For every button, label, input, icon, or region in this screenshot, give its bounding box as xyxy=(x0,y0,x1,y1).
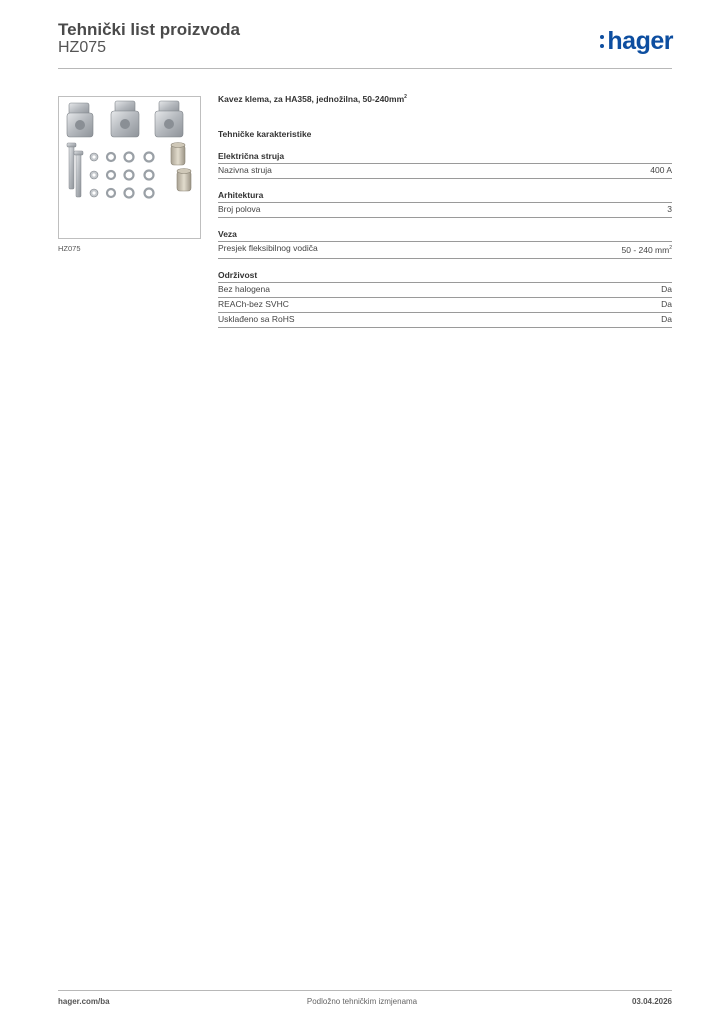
spec-label: Usklađeno sa RoHS xyxy=(218,313,295,324)
spec-label: Bez halogena xyxy=(218,283,270,294)
spec-group-title: Električna struja xyxy=(218,151,672,164)
product-code: HZ075 xyxy=(58,39,107,56)
cage-terminal-1 xyxy=(67,103,93,137)
spec-groups xyxy=(218,151,672,328)
spacer-sleeves xyxy=(171,143,191,192)
footer-notice: Podložno tehničkim izmjenama xyxy=(306,997,418,1006)
specifications-panel xyxy=(218,94,672,328)
spec-value: 400 A xyxy=(650,165,672,175)
spec-value: Da xyxy=(661,283,672,294)
header-divider xyxy=(58,68,672,69)
spec-row xyxy=(218,313,672,328)
cage-terminal-3 xyxy=(155,101,183,137)
spec-row xyxy=(218,203,672,218)
image-caption: HZ075 xyxy=(58,244,81,253)
spec-label: Nazivna struja xyxy=(218,165,272,175)
footer-website: hager.com/ba xyxy=(58,997,110,1006)
spec-label: REACh-bez SVHC xyxy=(218,298,289,309)
cage-terminal-2 xyxy=(111,101,139,137)
spec-label: Broj polova xyxy=(218,204,261,214)
section-heading: Tehničke karakteristike xyxy=(218,129,312,139)
spec-row xyxy=(218,242,672,259)
spec-value: 3 xyxy=(667,204,672,214)
logo-text: hager xyxy=(607,27,673,55)
logo-colon-icon xyxy=(600,35,605,51)
document-title: Tehnički list proizvoda xyxy=(58,20,240,39)
spec-label: Presjek fleksibilnog vodiča xyxy=(218,243,318,253)
spec-group-title: Arhitektura xyxy=(218,190,672,203)
spec-value: Da xyxy=(661,298,672,309)
spec-row xyxy=(218,164,672,179)
hager-logo xyxy=(600,26,673,56)
spec-row xyxy=(218,283,672,298)
product-description: Kavez klema, za HA358, jednožilna, $50-240mm^2$ xyxy=(218,94,407,104)
spec-group-title: Veza xyxy=(218,229,672,242)
footer-divider xyxy=(58,990,672,991)
product-image xyxy=(58,96,201,239)
spec-row xyxy=(218,298,672,313)
footer-date: 03.04.2026 xyxy=(631,997,672,1006)
terminal-kit-illustration xyxy=(59,97,200,238)
spec-group-title: Održivost xyxy=(218,270,672,283)
spec-value: Da xyxy=(661,313,672,324)
spec-value: 50 - 240 $mm^2$ xyxy=(621,244,672,255)
